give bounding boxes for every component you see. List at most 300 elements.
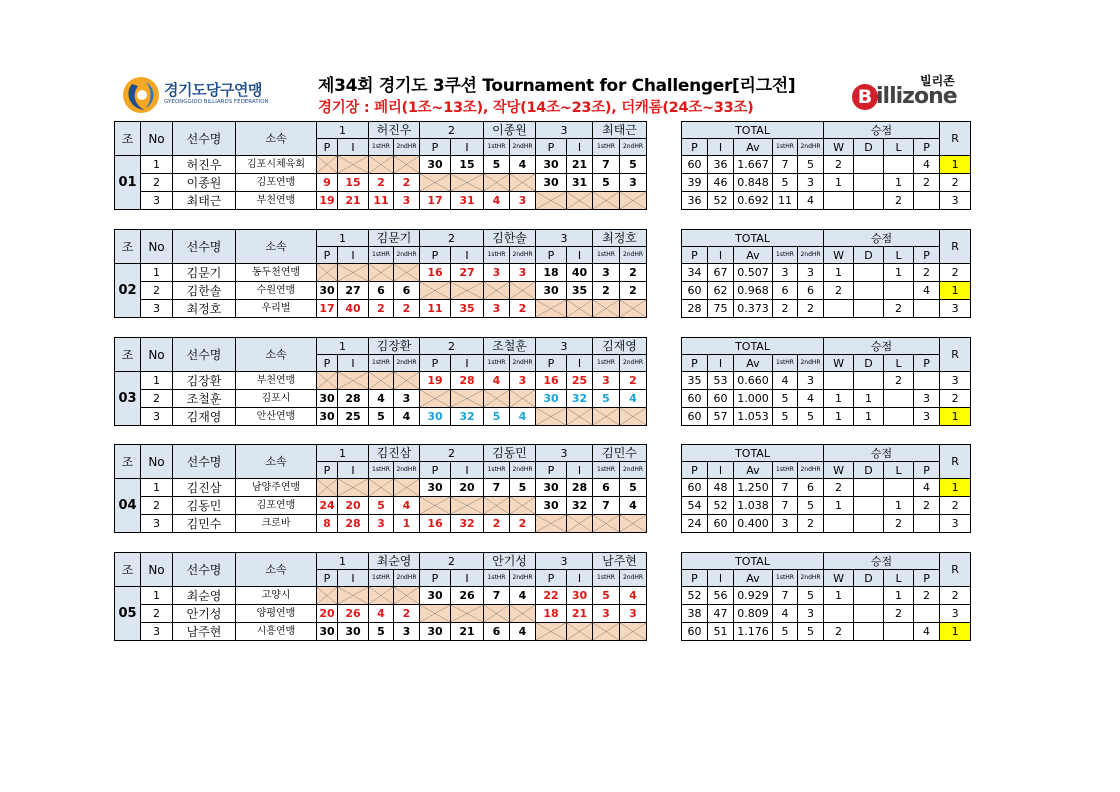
match-points: 22	[536, 587, 567, 605]
standing-points	[914, 300, 940, 318]
match-high-run-1: 4	[484, 192, 510, 210]
wins: 2	[824, 623, 854, 641]
draws	[854, 587, 884, 605]
total-high-run-1: 4	[773, 605, 798, 623]
player-affiliation: 부천연맹	[236, 372, 317, 390]
match-points: 11	[420, 300, 451, 318]
self-match-cell	[484, 390, 510, 408]
cross-mark-icon	[567, 408, 592, 425]
player-affiliation: 우리벌	[236, 300, 317, 318]
player-header: 선수명	[173, 553, 236, 587]
self-match-cell	[567, 623, 593, 641]
match-high-run-1: 6	[593, 479, 620, 497]
total-points-header: P	[682, 139, 708, 156]
cross-mark-icon	[536, 192, 566, 209]
total-high-run-2-header: 2ndHR	[798, 462, 824, 479]
self-match-cell	[338, 479, 369, 497]
total-points: 60	[682, 623, 708, 641]
sponsor-wordmark: illizone	[876, 84, 957, 109]
total-high-run-2: 2	[798, 300, 824, 318]
match-high-run-2: 3	[394, 192, 420, 210]
points-header: P	[536, 247, 567, 264]
match-innings: 20	[338, 497, 369, 515]
table-row	[682, 192, 971, 210]
total-high-run-2: 5	[798, 497, 824, 515]
match-number-header: 2	[420, 230, 484, 247]
total-high-run-2: 3	[798, 264, 824, 282]
group-id: 05	[115, 587, 141, 641]
match-points: 30	[536, 479, 567, 497]
player-header: 선수명	[173, 230, 236, 264]
total-high-run-1-header: 1stHR	[773, 355, 798, 372]
match-high-run-2: 4	[620, 497, 647, 515]
match-number-header: 3	[536, 230, 593, 247]
player-no: 1	[141, 264, 173, 282]
first-high-run-header: 1stHR	[369, 462, 394, 479]
cross-mark-icon	[369, 479, 393, 496]
match-points: 30	[317, 390, 338, 408]
player-no: 2	[141, 497, 173, 515]
no-header: No	[141, 338, 173, 372]
standing-points: 4	[914, 479, 940, 497]
cross-mark-icon	[420, 605, 450, 622]
opponent-name-header: 허진우	[369, 122, 420, 139]
rank: 3	[940, 372, 971, 390]
match-high-run-1: 3	[484, 300, 510, 318]
opponent-name-header: 김진삼	[369, 445, 420, 462]
self-match-cell	[620, 515, 647, 533]
total-innings-header: I	[708, 355, 734, 372]
total-points-header: P	[682, 247, 708, 264]
points-total-header: P	[914, 139, 940, 156]
self-match-cell	[317, 372, 338, 390]
first-high-run-header: 1stHR	[593, 247, 620, 264]
match-number-header: 3	[536, 338, 593, 355]
opponent-name-header: 김동민	[484, 445, 536, 462]
total-high-run-2: 6	[798, 479, 824, 497]
player-affiliation: 양평연맹	[236, 605, 317, 623]
jo-header: 조	[115, 553, 141, 587]
standing-points-header: 승점	[824, 553, 940, 570]
second-high-run-header: 2ndHR	[510, 247, 536, 264]
wins	[824, 300, 854, 318]
draws-header: D	[854, 570, 884, 587]
match-high-run-2: 6	[394, 282, 420, 300]
table-row	[115, 372, 647, 390]
points-header: P	[420, 462, 451, 479]
second-high-run-header: 2ndHR	[620, 462, 647, 479]
draws-header: D	[854, 247, 884, 264]
table-row	[682, 479, 971, 497]
match-high-run-2: 4	[620, 390, 647, 408]
wins-header: W	[824, 462, 854, 479]
second-high-run-header: 2ndHR	[620, 570, 647, 587]
second-high-run-header: 2ndHR	[620, 139, 647, 156]
player-name: 최정호	[173, 300, 236, 318]
match-points: 24	[317, 497, 338, 515]
total-high-run-2: 3	[798, 174, 824, 192]
group-id: 02	[115, 264, 141, 318]
total-high-run-2-header: 2ndHR	[798, 247, 824, 264]
match-points: 30	[317, 408, 338, 426]
group-id: 03	[115, 372, 141, 426]
total-points: 36	[682, 192, 708, 210]
cross-mark-icon	[394, 264, 419, 281]
points-header: P	[420, 570, 451, 587]
match-innings: 28	[338, 515, 369, 533]
player-affiliation: 동두천연맹	[236, 264, 317, 282]
total-points: 60	[682, 156, 708, 174]
cross-mark-icon	[451, 605, 483, 622]
group-match-table	[114, 337, 647, 426]
match-high-run-1: 7	[593, 497, 620, 515]
self-match-cell	[394, 587, 420, 605]
cross-mark-icon	[338, 156, 368, 173]
draws	[854, 156, 884, 174]
jo-header: 조	[115, 445, 141, 479]
self-match-cell	[369, 372, 394, 390]
sponsor-ball-icon: B	[852, 84, 878, 110]
match-innings: 21	[451, 623, 484, 641]
no-header: No	[141, 553, 173, 587]
cross-mark-icon	[317, 479, 337, 496]
average: 0.929	[734, 587, 773, 605]
total-high-run-1-header: 1stHR	[773, 570, 798, 587]
player-no: 3	[141, 623, 173, 641]
total-innings: 46	[708, 174, 734, 192]
match-high-run-1: 5	[484, 156, 510, 174]
table-row	[682, 372, 971, 390]
standing-points: 2	[914, 587, 940, 605]
match-innings: 31	[567, 174, 593, 192]
player-affiliation: 김포시	[236, 390, 317, 408]
cross-mark-icon	[451, 282, 483, 299]
second-high-run-header: 2ndHR	[394, 570, 420, 587]
opponent-name-header: 최정호	[593, 230, 647, 247]
average-header: Av	[734, 247, 773, 264]
total-points: 60	[682, 408, 708, 426]
standing-points: 4	[914, 156, 940, 174]
losses: 1	[884, 587, 914, 605]
match-high-run-2: 4	[510, 156, 536, 174]
wins: 1	[824, 264, 854, 282]
match-innings: 32	[451, 515, 484, 533]
total-high-run-1: 4	[773, 372, 798, 390]
player-affiliation: 김포연맹	[236, 174, 317, 192]
self-match-cell	[420, 605, 451, 623]
total-points: 60	[682, 479, 708, 497]
match-innings: 25	[567, 372, 593, 390]
group-standings-table	[681, 444, 971, 533]
cross-mark-icon	[510, 390, 535, 407]
match-innings: 15	[338, 174, 369, 192]
points-header: P	[420, 139, 451, 156]
match-points: 18	[536, 605, 567, 623]
average: 0.809	[734, 605, 773, 623]
cross-mark-icon	[593, 623, 619, 640]
total-high-run-1: 6	[773, 282, 798, 300]
cross-mark-icon	[317, 372, 337, 389]
standing-points-header: 승점	[824, 338, 940, 355]
cross-mark-icon	[451, 390, 483, 407]
wins: 2	[824, 156, 854, 174]
player-no: 3	[141, 192, 173, 210]
cross-mark-icon	[484, 605, 509, 622]
total-points: 28	[682, 300, 708, 318]
match-high-run-1: 7	[593, 156, 620, 174]
player-no: 1	[141, 479, 173, 497]
draws-header: D	[854, 139, 884, 156]
total-innings: 67	[708, 264, 734, 282]
average: 1.667	[734, 156, 773, 174]
match-high-run-2: 2	[510, 300, 536, 318]
match-high-run-1: 2	[369, 300, 394, 318]
standing-points-header: 승점	[824, 122, 940, 139]
match-points: 30	[536, 390, 567, 408]
table-row	[682, 264, 971, 282]
total-innings: 52	[708, 497, 734, 515]
wins	[824, 372, 854, 390]
losses: 1	[884, 497, 914, 515]
table-row	[682, 174, 971, 192]
match-high-run-1: 4	[484, 372, 510, 390]
second-high-run-header: 2ndHR	[510, 139, 536, 156]
points-header: P	[536, 355, 567, 372]
group-standings-table	[681, 121, 971, 210]
cross-mark-icon	[420, 282, 450, 299]
cross-mark-icon	[394, 479, 419, 496]
table-row	[115, 479, 647, 497]
self-match-cell	[620, 300, 647, 318]
average: 0.848	[734, 174, 773, 192]
opponent-name-header: 김한솔	[484, 230, 536, 247]
second-high-run-header: 2ndHR	[394, 355, 420, 372]
cross-mark-icon	[620, 515, 646, 532]
losses	[884, 479, 914, 497]
rank: 2	[940, 497, 971, 515]
total-high-run-2: 4	[798, 390, 824, 408]
match-high-run-2: 3	[394, 390, 420, 408]
draws: 1	[854, 408, 884, 426]
self-match-cell	[369, 156, 394, 174]
total-high-run-2: 5	[798, 156, 824, 174]
total-header: TOTAL	[682, 230, 824, 247]
cross-mark-icon	[593, 192, 619, 209]
match-high-run-2: 2	[394, 300, 420, 318]
average: 1.000	[734, 390, 773, 408]
losses: 2	[884, 605, 914, 623]
match-number-header: 1	[317, 122, 369, 139]
total-high-run-2: 5	[798, 623, 824, 641]
match-points: 30	[420, 623, 451, 641]
standing-points: 3	[914, 390, 940, 408]
cross-mark-icon	[451, 497, 483, 514]
total-high-run-1: 7	[773, 587, 798, 605]
player-no: 1	[141, 156, 173, 174]
table-row	[115, 192, 647, 210]
average-header: Av	[734, 570, 773, 587]
cross-mark-icon	[369, 587, 393, 604]
match-innings: 28	[451, 372, 484, 390]
match-number-header: 3	[536, 553, 593, 570]
rank-header: R	[940, 445, 971, 479]
total-innings: 36	[708, 156, 734, 174]
losses-header: L	[884, 570, 914, 587]
table-row	[682, 605, 971, 623]
group-match-table	[114, 552, 647, 641]
match-innings: 28	[567, 479, 593, 497]
self-match-cell	[567, 300, 593, 318]
points-header: P	[536, 570, 567, 587]
match-innings: 21	[567, 156, 593, 174]
player-no: 3	[141, 515, 173, 533]
total-innings: 75	[708, 300, 734, 318]
match-points: 17	[317, 300, 338, 318]
self-match-cell	[536, 300, 567, 318]
self-match-cell	[369, 264, 394, 282]
match-innings: 35	[451, 300, 484, 318]
federation-logo	[122, 76, 312, 116]
innings-header: I	[451, 462, 484, 479]
player-name: 김문기	[173, 264, 236, 282]
losses	[884, 156, 914, 174]
player-no: 3	[141, 300, 173, 318]
average: 1.176	[734, 623, 773, 641]
match-innings: 32	[451, 408, 484, 426]
table-row	[682, 408, 971, 426]
points-total-header: P	[914, 247, 940, 264]
rank: 2	[940, 264, 971, 282]
self-match-cell	[394, 479, 420, 497]
losses	[884, 408, 914, 426]
player-no: 1	[141, 372, 173, 390]
match-high-run-1: 3	[593, 605, 620, 623]
total-high-run-2: 3	[798, 605, 824, 623]
match-points: 30	[536, 282, 567, 300]
points-header: P	[536, 462, 567, 479]
losses: 1	[884, 264, 914, 282]
page-title: 제34회 경기도 3쿠션 Tournament for Challenger[리그전]	[318, 76, 796, 96]
match-innings: 32	[567, 497, 593, 515]
cross-mark-icon	[394, 587, 419, 604]
match-innings: 28	[338, 390, 369, 408]
second-high-run-header: 2ndHR	[510, 355, 536, 372]
total-high-run-1-header: 1stHR	[773, 139, 798, 156]
opponent-name-header: 김재영	[593, 338, 647, 355]
self-match-cell	[451, 497, 484, 515]
table-row	[115, 264, 647, 282]
self-match-cell	[593, 408, 620, 426]
table-row	[682, 282, 971, 300]
table-row	[115, 282, 647, 300]
self-match-cell	[536, 408, 567, 426]
match-high-run-2: 3	[620, 174, 647, 192]
self-match-cell	[536, 515, 567, 533]
self-match-cell	[369, 587, 394, 605]
match-high-run-2: 5	[620, 156, 647, 174]
group-match-table	[114, 121, 647, 210]
opponent-name-header: 조철훈	[484, 338, 536, 355]
match-high-run-1: 3	[593, 264, 620, 282]
total-high-run-1: 11	[773, 192, 798, 210]
cross-mark-icon	[593, 300, 619, 317]
total-points: 52	[682, 587, 708, 605]
cross-mark-icon	[536, 408, 566, 425]
cross-mark-icon	[593, 515, 619, 532]
table-row	[115, 623, 647, 641]
player-no: 3	[141, 408, 173, 426]
rank: 2	[940, 174, 971, 192]
match-innings: 21	[338, 192, 369, 210]
innings-header: I	[338, 462, 369, 479]
self-match-cell	[484, 605, 510, 623]
player-header: 선수명	[173, 338, 236, 372]
first-high-run-header: 1stHR	[593, 462, 620, 479]
match-high-run-1: 3	[484, 264, 510, 282]
player-name: 김한솔	[173, 282, 236, 300]
match-high-run-1: 5	[484, 408, 510, 426]
match-high-run-2: 2	[620, 372, 647, 390]
match-points: 30	[420, 156, 451, 174]
cross-mark-icon	[394, 156, 419, 173]
total-points: 60	[682, 282, 708, 300]
total-high-run-1: 3	[773, 264, 798, 282]
cross-mark-icon	[451, 174, 483, 191]
cross-mark-icon	[338, 372, 368, 389]
match-high-run-2: 2	[620, 282, 647, 300]
losses	[884, 623, 914, 641]
cross-mark-icon	[484, 282, 509, 299]
table-row	[682, 390, 971, 408]
cross-mark-icon	[567, 515, 592, 532]
group-standings-table	[681, 552, 971, 641]
total-points-header: P	[682, 462, 708, 479]
self-match-cell	[593, 515, 620, 533]
innings-header: I	[338, 247, 369, 264]
rank: 1	[940, 623, 971, 641]
points-total-header: P	[914, 355, 940, 372]
table-row	[682, 623, 971, 641]
innings-header: I	[567, 462, 593, 479]
venue-info: 경기장 : 페리(1조~13조), 작당(14조~23조), 더캐롬(24조~33조)	[318, 100, 754, 116]
cross-mark-icon	[567, 300, 592, 317]
self-match-cell	[620, 623, 647, 641]
average: 0.692	[734, 192, 773, 210]
no-header: No	[141, 122, 173, 156]
self-match-cell	[536, 623, 567, 641]
wins: 1	[824, 408, 854, 426]
innings-header: I	[567, 570, 593, 587]
cross-mark-icon	[369, 156, 393, 173]
affiliation-header: 소속	[236, 553, 317, 587]
wins	[824, 192, 854, 210]
affiliation-header: 소속	[236, 122, 317, 156]
self-match-cell	[567, 192, 593, 210]
total-innings: 57	[708, 408, 734, 426]
total-points: 35	[682, 372, 708, 390]
match-points: 20	[317, 605, 338, 623]
first-high-run-header: 1stHR	[484, 355, 510, 372]
player-name: 안기성	[173, 605, 236, 623]
match-number-header: 2	[420, 445, 484, 462]
opponent-name-header: 남주현	[593, 553, 647, 570]
match-points: 19	[317, 192, 338, 210]
wins-header: W	[824, 139, 854, 156]
first-high-run-header: 1stHR	[369, 355, 394, 372]
average: 0.660	[734, 372, 773, 390]
total-innings: 48	[708, 479, 734, 497]
draws	[854, 264, 884, 282]
